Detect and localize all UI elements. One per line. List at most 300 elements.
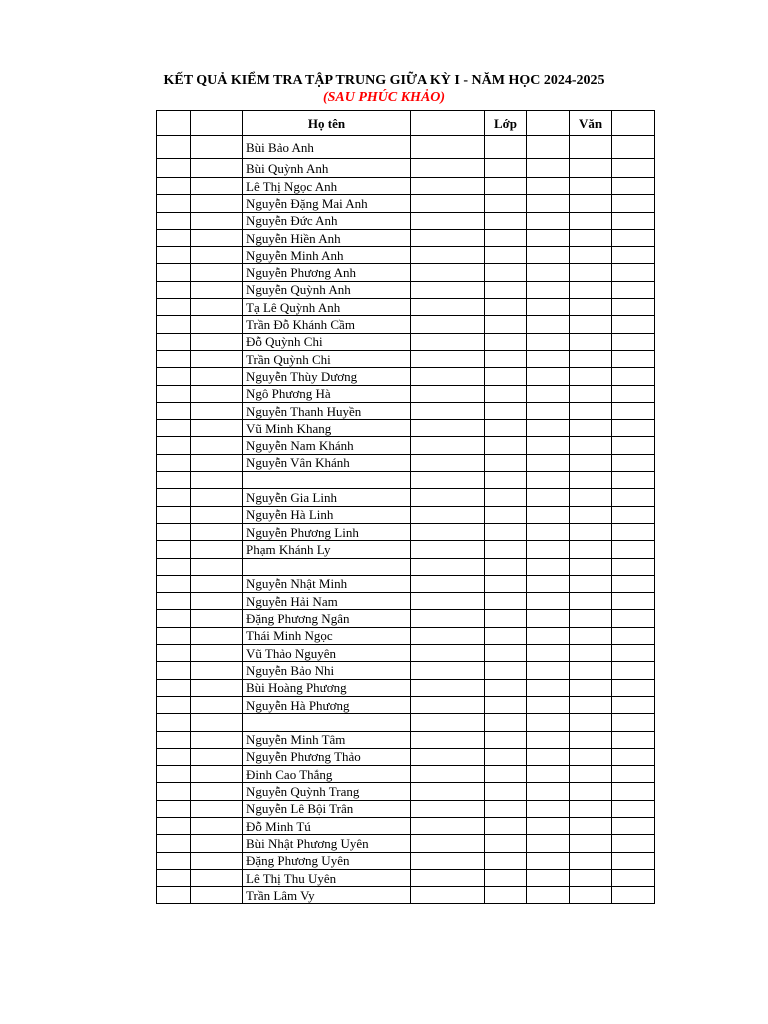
empty-cell (157, 402, 191, 419)
empty-cell (157, 195, 191, 212)
empty-cell (485, 472, 527, 489)
table-row (157, 454, 655, 471)
header-col-1 (157, 111, 191, 136)
empty-cell (191, 281, 243, 298)
empty-cell (527, 523, 570, 540)
empty-cell (411, 489, 485, 506)
empty-cell (485, 766, 527, 783)
empty-cell (157, 593, 191, 610)
empty-cell (570, 766, 612, 783)
empty-cell (612, 835, 655, 852)
student-name-cell: Đinh Cao Thắng (243, 766, 411, 783)
empty-cell (191, 472, 243, 489)
student-name-cell: Nguyễn Gia Linh (243, 489, 411, 506)
student-name-cell: Nguyễn Quỳnh Trang (243, 783, 411, 800)
empty-cell (612, 627, 655, 644)
empty-cell (527, 299, 570, 316)
empty-cell (157, 136, 191, 159)
empty-cell (612, 454, 655, 471)
empty-cell (527, 766, 570, 783)
student-name-cell: Trần Lâm Vy (243, 887, 411, 904)
header-col-6 (527, 111, 570, 136)
empty-cell (570, 610, 612, 627)
empty-cell (157, 212, 191, 229)
empty-cell (485, 541, 527, 558)
empty-cell (485, 333, 527, 350)
table-row (157, 800, 655, 817)
student-name-cell: Nguyễn Phương Thảo (243, 748, 411, 765)
table-row (157, 159, 655, 178)
empty-cell (527, 887, 570, 904)
empty-cell (612, 558, 655, 575)
table-row (157, 748, 655, 765)
empty-cell (570, 869, 612, 886)
empty-cell (191, 316, 243, 333)
empty-cell (411, 869, 485, 886)
table-row (157, 264, 655, 281)
empty-cell (191, 437, 243, 454)
table-row (157, 766, 655, 783)
empty-cell (411, 247, 485, 264)
student-name-cell: Vũ Thảo Nguyên (243, 645, 411, 662)
empty-cell (527, 610, 570, 627)
table-row (157, 195, 655, 212)
empty-cell (612, 264, 655, 281)
empty-cell (411, 316, 485, 333)
empty-cell (612, 748, 655, 765)
empty-cell (411, 593, 485, 610)
empty-cell (570, 887, 612, 904)
empty-cell (527, 558, 570, 575)
empty-cell (157, 489, 191, 506)
empty-cell (570, 136, 612, 159)
empty-cell (612, 420, 655, 437)
empty-cell (411, 887, 485, 904)
empty-cell (612, 645, 655, 662)
student-name-cell: Nguyễn Thùy Dương (243, 368, 411, 385)
empty-cell (612, 869, 655, 886)
empty-cell (191, 817, 243, 834)
student-name-cell: Nguyễn Hải Nam (243, 593, 411, 610)
empty-cell (411, 159, 485, 178)
table-row (157, 368, 655, 385)
empty-cell (411, 299, 485, 316)
empty-cell (157, 610, 191, 627)
empty-cell (411, 523, 485, 540)
empty-cell (612, 299, 655, 316)
empty-cell (485, 835, 527, 852)
empty-cell (191, 783, 243, 800)
empty-cell (485, 852, 527, 869)
empty-cell (157, 420, 191, 437)
table-row (157, 817, 655, 834)
student-name-cell: Trần Đỗ Khánh Cầm (243, 316, 411, 333)
empty-cell (411, 229, 485, 246)
empty-cell (527, 229, 570, 246)
empty-cell (157, 368, 191, 385)
empty-cell (527, 800, 570, 817)
table-row (157, 212, 655, 229)
empty-cell (570, 299, 612, 316)
empty-cell (411, 748, 485, 765)
empty-cell (527, 454, 570, 471)
table-row (157, 523, 655, 540)
empty-cell (191, 159, 243, 178)
empty-cell (191, 696, 243, 713)
empty-cell (485, 523, 527, 540)
empty-cell (485, 731, 527, 748)
empty-cell (157, 506, 191, 523)
empty-cell (191, 593, 243, 610)
empty-cell (612, 541, 655, 558)
empty-cell (191, 299, 243, 316)
empty-cell (191, 229, 243, 246)
empty-cell (411, 195, 485, 212)
empty-cell (411, 385, 485, 402)
empty-cell (485, 800, 527, 817)
empty-cell (485, 264, 527, 281)
empty-cell (191, 212, 243, 229)
empty-cell (191, 195, 243, 212)
empty-cell (612, 696, 655, 713)
table-row (157, 437, 655, 454)
empty-cell (612, 800, 655, 817)
student-name-cell: Nguyễn Đức Anh (243, 212, 411, 229)
student-name-cell: Nguyễn Hiền Anh (243, 229, 411, 246)
empty-cell (527, 506, 570, 523)
empty-cell (411, 368, 485, 385)
table-row (157, 593, 655, 610)
student-name-cell: Nguyễn Phương Linh (243, 523, 411, 540)
empty-cell (485, 385, 527, 402)
table-row (157, 350, 655, 367)
empty-cell (157, 714, 191, 731)
empty-cell (411, 696, 485, 713)
header-class: Lớp (485, 111, 527, 136)
empty-cell (527, 489, 570, 506)
empty-cell (570, 575, 612, 592)
empty-cell (570, 835, 612, 852)
empty-cell (157, 817, 191, 834)
student-name-cell: Đặng Phương Ngân (243, 610, 411, 627)
empty-cell (485, 437, 527, 454)
empty-cell (411, 402, 485, 419)
student-name-cell: Bùi Hoàng Phương (243, 679, 411, 696)
empty-cell (191, 136, 243, 159)
empty-cell (157, 229, 191, 246)
empty-cell (570, 696, 612, 713)
document-title: KẾT QUẢ KIỂM TRA TẬP TRUNG GIỮA KỲ I - NĂM HỌC 2024-2025 (163, 73, 605, 88)
table-row (157, 472, 655, 489)
empty-cell (411, 420, 485, 437)
empty-cell (191, 454, 243, 471)
table-row (157, 835, 655, 852)
empty-cell (485, 748, 527, 765)
empty-cell (411, 714, 485, 731)
empty-cell (612, 610, 655, 627)
empty-cell (570, 748, 612, 765)
empty-cell (485, 887, 527, 904)
empty-cell (411, 264, 485, 281)
empty-cell (411, 136, 485, 159)
student-name-cell: Nguyễn Vân Khánh (243, 454, 411, 471)
empty-cell (485, 558, 527, 575)
student-name-cell: Nguyễn Quỳnh Anh (243, 281, 411, 298)
empty-cell (612, 316, 655, 333)
empty-cell (527, 575, 570, 592)
empty-cell (612, 714, 655, 731)
empty-cell (570, 627, 612, 644)
student-name-cell: Ngô Phương Hà (243, 385, 411, 402)
empty-cell (191, 800, 243, 817)
empty-cell (527, 645, 570, 662)
empty-cell (527, 402, 570, 419)
empty-cell (157, 748, 191, 765)
empty-cell (570, 402, 612, 419)
student-name-cell: Phạm Khánh Ly (243, 541, 411, 558)
empty-cell (570, 489, 612, 506)
empty-cell (527, 731, 570, 748)
empty-cell (191, 852, 243, 869)
empty-cell (485, 662, 527, 679)
empty-cell (612, 472, 655, 489)
empty-cell (485, 281, 527, 298)
empty-cell (570, 662, 612, 679)
table-row (157, 281, 655, 298)
table-row (157, 247, 655, 264)
empty-cell (191, 610, 243, 627)
empty-cell (411, 558, 485, 575)
student-name-cell: Bùi Quỳnh Anh (243, 159, 411, 178)
empty-cell (191, 558, 243, 575)
empty-cell (157, 159, 191, 178)
empty-cell (191, 662, 243, 679)
empty-cell (612, 766, 655, 783)
empty-cell (191, 541, 243, 558)
empty-cell (157, 541, 191, 558)
empty-cell (570, 731, 612, 748)
empty-cell (411, 472, 485, 489)
header-col-8 (612, 111, 655, 136)
empty-cell (570, 645, 612, 662)
empty-cell (411, 610, 485, 627)
empty-cell (411, 817, 485, 834)
student-name-cell: Lê Thị Thu Uyên (243, 869, 411, 886)
empty-cell (570, 523, 612, 540)
empty-cell (411, 281, 485, 298)
empty-cell (157, 800, 191, 817)
empty-cell (527, 350, 570, 367)
empty-cell (191, 835, 243, 852)
empty-cell (485, 350, 527, 367)
empty-cell (612, 593, 655, 610)
empty-cell (485, 178, 527, 195)
table-row (157, 662, 655, 679)
student-name-cell: Nguyễn Bảo Nhi (243, 662, 411, 679)
empty-cell (485, 714, 527, 731)
empty-cell (570, 229, 612, 246)
empty-cell (527, 696, 570, 713)
empty-cell (612, 662, 655, 679)
empty-cell (157, 178, 191, 195)
student-name-cell: Nguyễn Nam Khánh (243, 437, 411, 454)
empty-cell (612, 887, 655, 904)
header-literature: Văn (570, 111, 612, 136)
empty-cell (612, 195, 655, 212)
empty-cell (157, 523, 191, 540)
empty-cell (411, 835, 485, 852)
empty-cell (191, 247, 243, 264)
empty-cell (411, 506, 485, 523)
empty-cell (485, 402, 527, 419)
empty-cell (612, 852, 655, 869)
empty-cell (411, 662, 485, 679)
empty-cell (527, 136, 570, 159)
header-col-4 (411, 111, 485, 136)
student-name-cell: Nguyễn Đặng Mai Anh (243, 195, 411, 212)
empty-cell (191, 748, 243, 765)
student-name-cell (243, 714, 411, 731)
table-row (157, 558, 655, 575)
empty-cell (411, 178, 485, 195)
empty-cell (527, 662, 570, 679)
empty-cell (411, 212, 485, 229)
table-row (157, 506, 655, 523)
empty-cell (157, 281, 191, 298)
empty-cell (612, 489, 655, 506)
empty-cell (612, 368, 655, 385)
empty-cell (527, 281, 570, 298)
empty-cell (612, 159, 655, 178)
empty-cell (570, 316, 612, 333)
empty-cell (570, 454, 612, 471)
empty-cell (485, 368, 527, 385)
empty-cell (485, 299, 527, 316)
empty-cell (570, 541, 612, 558)
empty-cell (411, 679, 485, 696)
empty-cell (485, 869, 527, 886)
empty-cell (612, 437, 655, 454)
empty-cell (570, 800, 612, 817)
empty-cell (612, 402, 655, 419)
table-row (157, 731, 655, 748)
header-col-2 (191, 111, 243, 136)
empty-cell (157, 454, 191, 471)
empty-cell (191, 679, 243, 696)
table-row (157, 679, 655, 696)
student-name-cell (243, 472, 411, 489)
empty-cell (570, 420, 612, 437)
empty-cell (612, 212, 655, 229)
table-row (157, 385, 655, 402)
table-row (157, 299, 655, 316)
student-name-cell: Nguyễn Hà Phương (243, 696, 411, 713)
empty-cell (157, 852, 191, 869)
empty-cell (191, 420, 243, 437)
empty-cell (485, 229, 527, 246)
empty-cell (485, 679, 527, 696)
empty-cell (527, 679, 570, 696)
empty-cell (157, 766, 191, 783)
empty-cell (485, 817, 527, 834)
table-row (157, 610, 655, 627)
empty-cell (570, 333, 612, 350)
empty-cell (612, 333, 655, 350)
student-name-cell: Nguyễn Thanh Huyền (243, 402, 411, 419)
empty-cell (612, 523, 655, 540)
empty-cell (570, 159, 612, 178)
empty-cell (191, 887, 243, 904)
empty-cell (485, 575, 527, 592)
empty-cell (527, 333, 570, 350)
empty-cell (157, 350, 191, 367)
empty-cell (411, 731, 485, 748)
empty-cell (157, 316, 191, 333)
student-name-cell: Nguyễn Phương Anh (243, 264, 411, 281)
empty-cell (527, 627, 570, 644)
empty-cell (570, 195, 612, 212)
student-name-cell: Bùi Nhật Phương Uyên (243, 835, 411, 852)
empty-cell (527, 385, 570, 402)
student-name-cell: Lê Thị Ngọc Anh (243, 178, 411, 195)
empty-cell (191, 178, 243, 195)
table-row (157, 696, 655, 713)
empty-cell (570, 281, 612, 298)
empty-cell (527, 159, 570, 178)
empty-cell (411, 454, 485, 471)
empty-cell (157, 264, 191, 281)
empty-cell (191, 766, 243, 783)
table-row (157, 852, 655, 869)
table-row (157, 645, 655, 662)
empty-cell (191, 506, 243, 523)
table-row (157, 627, 655, 644)
table-row (157, 229, 655, 246)
empty-cell (570, 558, 612, 575)
empty-cell (570, 368, 612, 385)
empty-cell (527, 783, 570, 800)
table-row (157, 489, 655, 506)
empty-cell (157, 437, 191, 454)
empty-cell (527, 852, 570, 869)
empty-cell (411, 800, 485, 817)
empty-cell (191, 333, 243, 350)
empty-cell (485, 136, 527, 159)
empty-cell (527, 817, 570, 834)
empty-cell (612, 281, 655, 298)
empty-cell (570, 506, 612, 523)
empty-cell (157, 645, 191, 662)
empty-cell (612, 817, 655, 834)
empty-cell (157, 869, 191, 886)
empty-cell (612, 229, 655, 246)
empty-cell (527, 316, 570, 333)
empty-cell (485, 593, 527, 610)
empty-cell (485, 316, 527, 333)
table-header-row (157, 111, 655, 136)
empty-cell (411, 627, 485, 644)
empty-cell (570, 437, 612, 454)
table-row (157, 178, 655, 195)
empty-cell (485, 420, 527, 437)
table-row (157, 333, 655, 350)
empty-cell (191, 368, 243, 385)
empty-cell (411, 541, 485, 558)
empty-cell (485, 783, 527, 800)
student-name-cell: Trần Quỳnh Chi (243, 350, 411, 367)
table-row (157, 783, 655, 800)
student-name-cell: Đỗ Minh Tú (243, 817, 411, 834)
